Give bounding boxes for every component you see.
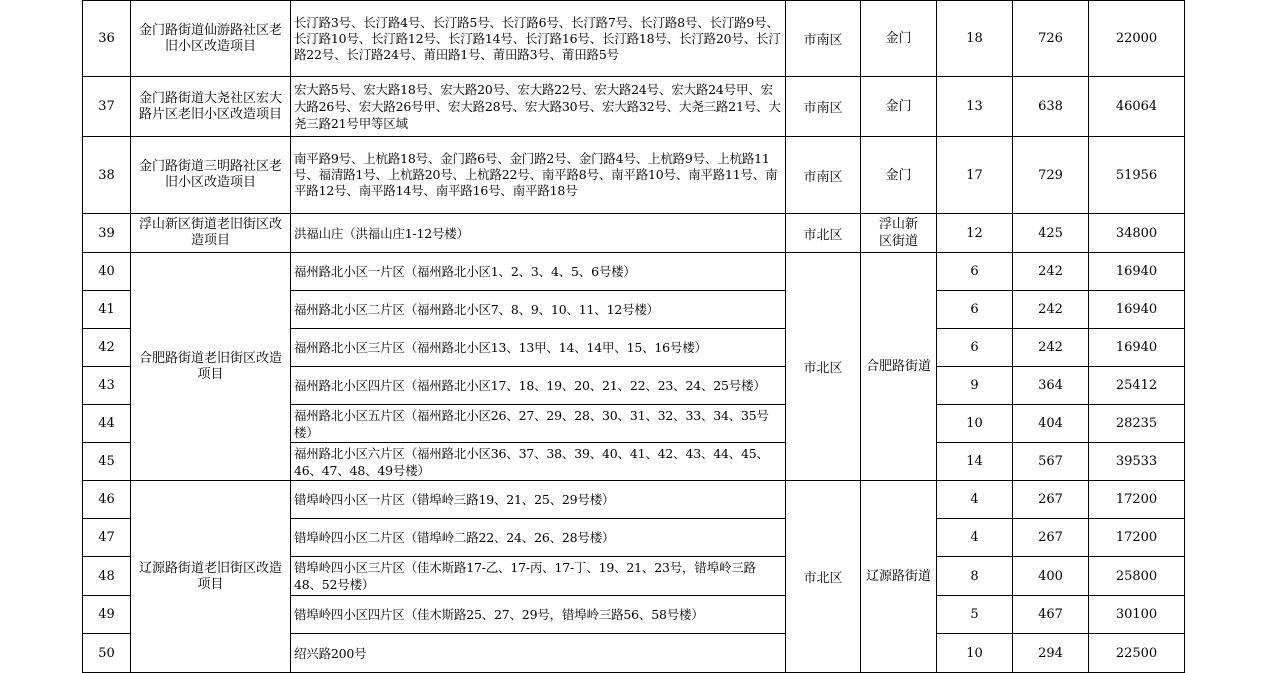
- area-value: 34800: [1115, 225, 1158, 241]
- household-count-cell: [1012, 213, 1089, 253]
- project-name: 金门路街道大尧社区宏大路片区老旧小区改造项目: [138, 90, 282, 122]
- scope-text: 宏大路5号、宏大路18号、宏大路20号、宏大路22号、宏大路24号、宏大路24号甲、宏大路26号、宏大路26号甲、宏大路28号、宏大路30号、宏大路32号、大尧三路21号、大尧三路21号甲等区域: [294, 82, 781, 131]
- building-count-cell: [936, 633, 1013, 673]
- area-cell: [1088, 0, 1185, 77]
- scope-cell: [290, 404, 786, 443]
- area-cell: [1088, 328, 1185, 367]
- street-name: 合肥路街道: [865, 359, 931, 374]
- area-cell: [1088, 404, 1185, 443]
- household-count: 638: [1038, 99, 1063, 114]
- household-count-cell: [1012, 595, 1089, 634]
- street-cell: [860, 252, 937, 481]
- row-number: 46: [98, 492, 115, 507]
- row-number: 38: [98, 167, 115, 183]
- area-cell: [1088, 595, 1185, 634]
- scope-text: 绍兴路200号: [294, 645, 367, 661]
- household-count: 364: [1038, 378, 1063, 393]
- street-cell: [860, 76, 937, 137]
- building-count: 10: [966, 416, 983, 431]
- scope-text: 长汀路3号、长汀路4号、长汀路5号、长汀路6号、长汀路7号、长汀路8号、长汀路9号、长汀路10号、长汀路12号、长汀路14号、长汀路16号、长汀路18号、长汀路20号、长汀路22号、长汀路24号、莆田路1号、莆田路3号、莆田路5号: [294, 14, 781, 62]
- household-count-cell: [1012, 76, 1089, 137]
- street-cell: [860, 480, 937, 673]
- building-count: 8: [970, 568, 979, 584]
- scope-text: 福州路北小区五片区（福州路北小区26、27、29、28、30、31、32、33、34、35号楼）: [294, 407, 769, 440]
- area-cell: [1088, 556, 1185, 596]
- row-number: 47: [98, 530, 115, 545]
- row-number: 44: [98, 416, 115, 431]
- row-number: 49: [98, 607, 115, 622]
- scope-text: 错埠岭四小区三片区（佳木斯路17-乙、17-丙、17-丁、19、21、23号，错埠岭三路48、52号楼）: [294, 560, 756, 592]
- building-count: 4: [970, 530, 979, 545]
- household-count-cell: [1012, 0, 1089, 77]
- building-count: 14: [966, 454, 983, 469]
- household-count-cell: [1012, 442, 1089, 481]
- building-count-cell: [936, 442, 1013, 481]
- household-count-cell: [1012, 136, 1089, 214]
- household-count: 294: [1038, 645, 1063, 661]
- project-name: 金门路街道仙游路社区老旧小区改造项目: [138, 22, 282, 54]
- district-cell: [785, 0, 861, 77]
- area-value: 51956: [1115, 167, 1158, 183]
- scope-cell: [290, 633, 786, 673]
- household-count-cell: [1012, 556, 1089, 596]
- project-name-cell: [130, 76, 291, 137]
- row-number: 36: [98, 31, 115, 46]
- household-count-cell: [1012, 366, 1089, 405]
- district-name: 市南区: [803, 101, 843, 116]
- area-value: 16940: [1115, 302, 1158, 317]
- street-cell: [860, 136, 937, 214]
- scope-cell: [290, 136, 786, 214]
- project-name: 辽源路街道老旧街区改造项目: [138, 560, 282, 592]
- project-name-cell: [130, 252, 291, 481]
- area-value: 16940: [1115, 264, 1158, 279]
- building-count: 6: [970, 264, 979, 279]
- household-count: 467: [1038, 607, 1063, 622]
- building-count-cell: [936, 213, 1013, 253]
- row-number-cell: [82, 556, 131, 596]
- area-cell: [1088, 518, 1185, 557]
- row-number: 39: [98, 225, 115, 241]
- household-count-cell: [1012, 518, 1089, 557]
- building-count-cell: [936, 136, 1013, 214]
- row-number-cell: [82, 328, 131, 367]
- household-count: 267: [1038, 492, 1063, 507]
- scope-cell: [290, 556, 786, 596]
- project-name-cell: [130, 213, 291, 253]
- area-value: 16940: [1115, 340, 1158, 355]
- district-name: 市北区: [803, 571, 843, 586]
- household-count: 267: [1038, 530, 1063, 545]
- building-count-cell: [936, 0, 1013, 77]
- row-number-cell: [82, 136, 131, 214]
- scope-cell: [290, 76, 786, 137]
- household-count: 567: [1038, 454, 1063, 469]
- row-number-cell: [82, 0, 131, 77]
- district-name: 市北区: [803, 227, 843, 243]
- building-count-cell: [936, 480, 1013, 519]
- district-cell: [785, 76, 861, 137]
- area-value: 25800: [1115, 568, 1158, 584]
- street-name: 金门: [885, 99, 912, 114]
- building-count: 18: [966, 31, 983, 46]
- building-count: 6: [970, 302, 979, 317]
- area-value: 30100: [1115, 607, 1158, 622]
- scope-cell: [290, 290, 786, 329]
- scope-cell: [290, 0, 786, 77]
- building-count: 5: [970, 607, 979, 622]
- area-value: 22000: [1115, 31, 1158, 46]
- street-cell: [860, 0, 937, 77]
- district-name: 市南区: [803, 169, 843, 185]
- scope-text: 错埠岭四小区二片区（错埠岭二路22、24、26、28号楼）: [294, 530, 615, 545]
- building-count: 9: [970, 378, 979, 393]
- area-cell: [1088, 633, 1185, 673]
- project-name: 金门路街道三明路社区老旧小区改造项目: [138, 159, 282, 190]
- row-number-cell: [82, 633, 131, 673]
- district-cell: [785, 136, 861, 214]
- household-count: 400: [1038, 568, 1063, 584]
- household-count-cell: [1012, 328, 1089, 367]
- scope-cell: [290, 442, 786, 481]
- project-name: 合肥路街道老旧街区改造项目: [138, 350, 282, 382]
- row-number-cell: [82, 404, 131, 443]
- area-cell: [1088, 366, 1185, 405]
- street-name: 金门: [885, 31, 912, 46]
- street-cell: [860, 213, 937, 253]
- building-count: 17: [966, 167, 983, 183]
- building-count: 10: [966, 645, 983, 661]
- row-number-cell: [82, 595, 131, 634]
- row-number: 45: [98, 454, 115, 469]
- area-cell: [1088, 290, 1185, 329]
- project-name-cell: [130, 480, 291, 673]
- scope-cell: [290, 252, 786, 291]
- street-name: 辽源路街道: [865, 569, 931, 584]
- building-count: 13: [966, 99, 983, 114]
- row-number: 40: [98, 264, 115, 279]
- scope-text: 错埠岭四小区一片区（错埠岭三路19、21、25、29号楼）: [294, 492, 615, 507]
- household-count-cell: [1012, 480, 1089, 519]
- building-count-cell: [936, 595, 1013, 634]
- district-name: 市北区: [803, 361, 843, 376]
- area-cell: [1088, 76, 1185, 137]
- scope-text: 福州路北小区四片区（福州路北小区17、18、19、20、21、22、23、24、25号楼）: [294, 378, 766, 393]
- area-cell: [1088, 480, 1185, 519]
- scope-cell: [290, 366, 786, 405]
- household-count: 726: [1038, 31, 1063, 46]
- scope-text: 福州路北小区二片区（福州路北小区7、8、9、10、11、12号楼）: [294, 302, 659, 317]
- scope-text: 洪福山庄（洪福山庄1-12号楼）: [294, 225, 469, 241]
- scope-cell: [290, 595, 786, 634]
- household-count: 425: [1038, 225, 1063, 241]
- household-count: 242: [1038, 302, 1063, 317]
- scope-cell: [290, 518, 786, 557]
- household-count-cell: [1012, 404, 1089, 443]
- row-number-cell: [82, 480, 131, 519]
- row-number-cell: [82, 442, 131, 481]
- building-count-cell: [936, 328, 1013, 367]
- row-number: 37: [98, 99, 115, 114]
- row-number: 42: [98, 340, 115, 355]
- building-count-cell: [936, 252, 1013, 291]
- row-number: 41: [98, 302, 115, 317]
- area-cell: [1088, 442, 1185, 481]
- area-value: 28235: [1115, 416, 1158, 431]
- row-number-cell: [82, 518, 131, 557]
- row-number: 43: [98, 378, 115, 393]
- scope-text: 福州路北小区一片区（福州路北小区1、2、3、4、5、6号楼）: [294, 264, 636, 279]
- building-count-cell: [936, 76, 1013, 137]
- household-count: 404: [1038, 416, 1063, 431]
- project-name: 浮山新区街道老旧街区改造项目: [138, 217, 282, 248]
- row-number: 48: [98, 568, 115, 584]
- project-name-cell: [130, 136, 291, 214]
- district-cell: [785, 480, 861, 673]
- project-name-cell: [130, 0, 291, 77]
- row-number-cell: [82, 76, 131, 137]
- area-value: 22500: [1115, 645, 1158, 661]
- scope-cell: [290, 328, 786, 367]
- area-cell: [1088, 252, 1185, 291]
- scope-cell: [290, 213, 786, 253]
- building-count: 12: [966, 225, 983, 241]
- area-value: 46064: [1115, 99, 1158, 114]
- street-name: 金门: [885, 167, 912, 183]
- row-number: 50: [98, 645, 115, 661]
- household-count-cell: [1012, 290, 1089, 329]
- area-value: 17200: [1115, 492, 1158, 507]
- street-name: 浮山新区街道: [878, 217, 918, 249]
- row-number-cell: [82, 366, 131, 405]
- district-cell: [785, 213, 861, 253]
- building-count-cell: [936, 290, 1013, 329]
- scope-text: 错埠岭四小区四片区（佳木斯路25、27、29号，错埠岭三路56、58号楼）: [294, 607, 704, 622]
- household-count: 242: [1038, 340, 1063, 355]
- scope-text: 福州路北小区六片区（福州路北小区36、37、38、39、40、41、42、43、44、45、46、47、48、49号楼）: [294, 445, 769, 478]
- building-count-cell: [936, 366, 1013, 405]
- row-number-cell: [82, 252, 131, 291]
- area-cell: [1088, 136, 1185, 214]
- household-count: 242: [1038, 264, 1063, 279]
- district-cell: [785, 252, 861, 481]
- household-count-cell: [1012, 252, 1089, 291]
- household-count-cell: [1012, 633, 1089, 673]
- household-count: 729: [1038, 167, 1063, 183]
- district-name: 市南区: [803, 33, 843, 48]
- building-count: 6: [970, 340, 979, 355]
- area-value: 39533: [1115, 454, 1158, 469]
- scope-text: 福州路北小区三片区（福州路北小区13、13甲、14、14甲、15、16号楼）: [294, 340, 707, 355]
- area-value: 17200: [1115, 530, 1158, 545]
- scope-cell: [290, 480, 786, 519]
- row-number-cell: [82, 290, 131, 329]
- scope-text: 南平路9号、上杭路18号、金门路6号、金门路2号、金门路4号、上杭路9号、上杭路11号、福清路1号、上杭路20号、上杭路22号、南平路8号、南平路10号、南平路11号、南平路12号、南平路14号、南平路16号、南平路18号: [294, 151, 778, 198]
- building-count: 4: [970, 492, 979, 507]
- area-cell: [1088, 213, 1185, 253]
- building-count-cell: [936, 404, 1013, 443]
- building-count-cell: [936, 518, 1013, 557]
- building-count-cell: [936, 556, 1013, 596]
- row-number-cell: [82, 213, 131, 253]
- area-value: 25412: [1115, 378, 1158, 393]
